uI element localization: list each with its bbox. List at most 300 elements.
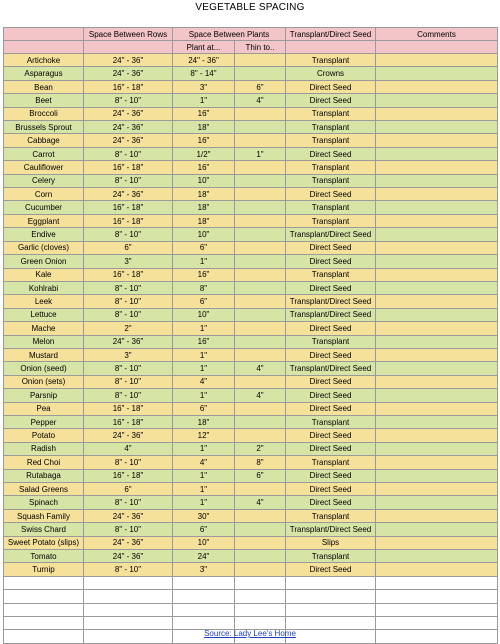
header-comments-sub xyxy=(376,41,498,54)
plant-at-cell: 1" xyxy=(173,496,235,509)
vegetable-cell: Bean xyxy=(4,80,84,93)
vegetable-cell: Kale xyxy=(4,268,84,281)
table-row xyxy=(4,496,498,509)
rows-spacing-cell: 24" - 36" xyxy=(84,335,173,348)
plant-at-cell: 10" xyxy=(173,174,235,187)
comments-cell xyxy=(376,228,498,241)
blank-cell xyxy=(286,576,376,589)
rows-spacing-cell: 8" - 10" xyxy=(84,147,173,160)
rows-spacing-cell: 8" - 10" xyxy=(84,362,173,375)
thin-to-cell: 4" xyxy=(235,389,286,402)
plant-at-cell: 10" xyxy=(173,228,235,241)
rows-spacing-cell: 16" - 18" xyxy=(84,469,173,482)
table-row xyxy=(4,362,498,375)
method-cell: Transplant xyxy=(286,456,376,469)
comments-cell xyxy=(376,429,498,442)
header-row-primary xyxy=(4,28,498,41)
blank-cell xyxy=(376,617,498,630)
method-cell: Transplant xyxy=(286,107,376,120)
comments-cell xyxy=(376,362,498,375)
comments-cell xyxy=(376,134,498,147)
thin-to-cell: 8" xyxy=(235,456,286,469)
comments-cell xyxy=(376,214,498,227)
vegetable-cell: Melon xyxy=(4,335,84,348)
comments-cell xyxy=(376,54,498,67)
rows-spacing-cell: 3" xyxy=(84,348,173,361)
comments-cell xyxy=(376,523,498,536)
method-cell: Transplant xyxy=(286,415,376,428)
plant-at-cell: 4" xyxy=(173,456,235,469)
plant-at-cell: 18" xyxy=(173,415,235,428)
method-cell: Transplant xyxy=(286,201,376,214)
rows-spacing-cell: 24" - 36" xyxy=(84,550,173,563)
plant-at-cell: 18" xyxy=(173,201,235,214)
vegetable-cell: Beet xyxy=(4,94,84,107)
vegetable-cell: Pea xyxy=(4,402,84,415)
rows-spacing-cell: 16" - 18" xyxy=(84,402,173,415)
comments-cell xyxy=(376,268,498,281)
comments-cell xyxy=(376,509,498,522)
table-row xyxy=(4,201,498,214)
thin-to-cell xyxy=(235,54,286,67)
table-row xyxy=(4,415,498,428)
comments-cell xyxy=(376,563,498,576)
vegetable-cell: Mache xyxy=(4,322,84,335)
plant-at-cell: 18" xyxy=(173,188,235,201)
plant-at-cell: 16" xyxy=(173,268,235,281)
blank-cell xyxy=(4,590,84,603)
thin-to-cell: 1" xyxy=(235,147,286,160)
vegetable-cell: Tomato xyxy=(4,550,84,563)
method-cell: Direct Seed xyxy=(286,429,376,442)
header-comments: Comments xyxy=(376,28,498,41)
vegetable-cell: Celery xyxy=(4,174,84,187)
rows-spacing-cell: 8" - 10" xyxy=(84,563,173,576)
table-row xyxy=(4,295,498,308)
method-cell: Transplant xyxy=(286,121,376,134)
rows-spacing-cell: 24" - 36" xyxy=(84,509,173,522)
plant-at-cell: 16" xyxy=(173,161,235,174)
table-row xyxy=(4,188,498,201)
thin-to-cell xyxy=(235,188,286,201)
comments-cell xyxy=(376,147,498,160)
vegetable-cell: Corn xyxy=(4,188,84,201)
plant-at-cell: 1" xyxy=(173,469,235,482)
method-cell: Transplant xyxy=(286,509,376,522)
method-cell: Direct Seed xyxy=(286,469,376,482)
thin-to-cell: 6" xyxy=(235,80,286,93)
vegetable-cell: Spinach xyxy=(4,496,84,509)
plant-at-cell: 1" xyxy=(173,389,235,402)
method-cell: Direct Seed xyxy=(286,563,376,576)
plant-at-cell: 6" xyxy=(173,523,235,536)
method-cell: Transplant/Direct Seed xyxy=(286,308,376,321)
comments-cell xyxy=(376,295,498,308)
table-row xyxy=(4,456,498,469)
table-row xyxy=(4,281,498,294)
blank-cell xyxy=(235,617,286,630)
vegetable-cell: Garlic (cloves) xyxy=(4,241,84,254)
method-cell: Transplant xyxy=(286,134,376,147)
method-cell: Transplant/Direct Seed xyxy=(286,523,376,536)
comments-cell xyxy=(376,201,498,214)
thin-to-cell xyxy=(235,429,286,442)
table-row xyxy=(4,402,498,415)
plant-at-cell: 10" xyxy=(173,536,235,549)
vegetable-cell: Lettuce xyxy=(4,308,84,321)
table-row xyxy=(4,268,498,281)
thin-to-cell xyxy=(235,67,286,80)
vegetable-cell: Turnip xyxy=(4,563,84,576)
rows-spacing-cell: 24" - 36" xyxy=(84,536,173,549)
rows-spacing-cell: 24" - 36" xyxy=(84,121,173,134)
vegetable-cell: Artichoke xyxy=(4,54,84,67)
table-row xyxy=(4,121,498,134)
method-cell: Transplant xyxy=(286,550,376,563)
blank-cell xyxy=(4,603,84,616)
vegetable-spacing-table xyxy=(3,27,498,644)
blank-row xyxy=(4,590,498,603)
method-cell: Transplant/Direct Seed xyxy=(286,228,376,241)
blank-cell xyxy=(84,576,173,589)
rows-spacing-cell: 8" - 10" xyxy=(84,174,173,187)
method-cell: Direct Seed xyxy=(286,281,376,294)
thin-to-cell xyxy=(235,348,286,361)
vegetable-cell: Swiss Chard xyxy=(4,523,84,536)
blank-cell xyxy=(286,603,376,616)
method-cell: Transplant xyxy=(286,174,376,187)
table-row xyxy=(4,54,498,67)
vegetable-cell: Squash Family xyxy=(4,509,84,522)
comments-cell xyxy=(376,402,498,415)
vegetable-cell: Broccoli xyxy=(4,107,84,120)
comments-cell xyxy=(376,161,498,174)
table-row xyxy=(4,228,498,241)
plant-at-cell: 10" xyxy=(173,308,235,321)
plant-at-cell: 6" xyxy=(173,295,235,308)
comments-cell xyxy=(376,94,498,107)
plant-at-cell: 8" xyxy=(173,281,235,294)
header-space-between-rows: Space Between Rows xyxy=(84,28,173,41)
header-thin-to: Thin to.. xyxy=(235,41,286,54)
table-row xyxy=(4,550,498,563)
plant-at-cell: 1" xyxy=(173,255,235,268)
method-cell: Direct Seed xyxy=(286,255,376,268)
vegetable-cell: Salad Greens xyxy=(4,483,84,496)
vegetable-cell: Onion (sets) xyxy=(4,375,84,388)
method-cell: Direct Seed xyxy=(286,483,376,496)
table-row xyxy=(4,483,498,496)
table-row xyxy=(4,335,498,348)
thin-to-cell xyxy=(235,523,286,536)
blank-row xyxy=(4,603,498,616)
header-vegetable-sub xyxy=(4,41,84,54)
rows-spacing-cell: 8" - 10" xyxy=(84,308,173,321)
thin-to-cell xyxy=(235,335,286,348)
thin-to-cell xyxy=(235,295,286,308)
comments-cell xyxy=(376,335,498,348)
vegetable-cell: Onion (seed) xyxy=(4,362,84,375)
comments-cell xyxy=(376,281,498,294)
blank-cell xyxy=(4,576,84,589)
comments-cell xyxy=(376,348,498,361)
comments-cell xyxy=(376,188,498,201)
vegetable-cell: Leek xyxy=(4,295,84,308)
comments-cell xyxy=(376,389,498,402)
method-cell: Direct Seed xyxy=(286,375,376,388)
plant-at-cell: 6" xyxy=(173,402,235,415)
rows-spacing-cell: 24" - 36" xyxy=(84,134,173,147)
comments-cell xyxy=(376,322,498,335)
plant-at-cell: 1" xyxy=(173,362,235,375)
plant-at-cell: 4" xyxy=(173,375,235,388)
table-row xyxy=(4,80,498,93)
blank-cell xyxy=(286,617,376,630)
method-cell: Transplant xyxy=(286,54,376,67)
method-cell: Transplant/Direct Seed xyxy=(286,362,376,375)
vegetable-cell: Sweet Potato (slips) xyxy=(4,536,84,549)
vegetable-cell: Kohlrabi xyxy=(4,281,84,294)
rows-spacing-cell: 16" - 18" xyxy=(84,268,173,281)
vegetable-cell: Brussels Sprout xyxy=(4,121,84,134)
plant-at-cell: 1" xyxy=(173,348,235,361)
plant-at-cell: 1/2" xyxy=(173,147,235,160)
table-row xyxy=(4,375,498,388)
thin-to-cell xyxy=(235,281,286,294)
blank-cell xyxy=(173,603,235,616)
comments-cell xyxy=(376,241,498,254)
comments-cell xyxy=(376,415,498,428)
blank-row xyxy=(4,617,498,630)
rows-spacing-cell: 24" - 36" xyxy=(84,107,173,120)
vegetable-cell: Pepper xyxy=(4,415,84,428)
vegetable-cell: Rutabaga xyxy=(4,469,84,482)
plant-at-cell: 3" xyxy=(173,563,235,576)
method-cell: Transplant xyxy=(286,161,376,174)
plant-at-cell: 3" xyxy=(173,80,235,93)
blank-cell xyxy=(286,590,376,603)
thin-to-cell: 2" xyxy=(235,442,286,455)
header-vegetable xyxy=(4,28,84,41)
thin-to-cell xyxy=(235,550,286,563)
rows-spacing-cell: 6" xyxy=(84,483,173,496)
thin-to-cell xyxy=(235,214,286,227)
vegetable-cell: Green Onion xyxy=(4,255,84,268)
thin-to-cell xyxy=(235,402,286,415)
rows-spacing-cell: 16" - 18" xyxy=(84,214,173,227)
rows-spacing-cell: 16" - 18" xyxy=(84,80,173,93)
comments-cell xyxy=(376,67,498,80)
plant-at-cell: 12" xyxy=(173,429,235,442)
vegetable-cell: Carrot xyxy=(4,147,84,160)
table-row xyxy=(4,161,498,174)
method-cell: Transplant xyxy=(286,268,376,281)
page-title: VEGETABLE SPACING xyxy=(195,2,305,13)
thin-to-cell: 4" xyxy=(235,496,286,509)
header-method-sub xyxy=(286,41,376,54)
vegetable-cell: Cauliflower xyxy=(4,161,84,174)
rows-spacing-cell: 2" xyxy=(84,322,173,335)
header-plant-at: Plant at... xyxy=(173,41,235,54)
blank-cell xyxy=(4,617,84,630)
method-cell: Direct Seed xyxy=(286,188,376,201)
table-row xyxy=(4,429,498,442)
thin-to-cell: 6" xyxy=(235,469,286,482)
comments-cell xyxy=(376,80,498,93)
blank-cell xyxy=(235,576,286,589)
method-cell: Transplant xyxy=(286,335,376,348)
method-cell: Direct Seed xyxy=(286,147,376,160)
table-row xyxy=(4,94,498,107)
rows-spacing-cell: 8" - 10" xyxy=(84,94,173,107)
plant-at-cell: 18" xyxy=(173,214,235,227)
rows-spacing-cell: 8" - 10" xyxy=(84,228,173,241)
table-row xyxy=(4,308,498,321)
method-cell: Direct Seed xyxy=(286,241,376,254)
blank-cell xyxy=(376,590,498,603)
plant-at-cell: 6" xyxy=(173,241,235,254)
table-row xyxy=(4,509,498,522)
plant-at-cell: 16" xyxy=(173,335,235,348)
rows-spacing-cell: 8" - 10" xyxy=(84,295,173,308)
method-cell: Direct Seed xyxy=(286,322,376,335)
table-row xyxy=(4,523,498,536)
vegetable-cell: Cucumber xyxy=(4,201,84,214)
blank-cell xyxy=(235,590,286,603)
table-row xyxy=(4,389,498,402)
method-cell: Direct Seed xyxy=(286,94,376,107)
thin-to-cell xyxy=(235,201,286,214)
rows-spacing-cell: 8" - 10" xyxy=(84,375,173,388)
table-row xyxy=(4,563,498,576)
method-cell: Direct Seed xyxy=(286,496,376,509)
plant-at-cell: 30" xyxy=(173,509,235,522)
method-cell: Transplant/Direct Seed xyxy=(286,295,376,308)
thin-to-cell xyxy=(235,107,286,120)
comments-cell xyxy=(376,469,498,482)
table-row xyxy=(4,241,498,254)
thin-to-cell xyxy=(235,483,286,496)
vegetable-cell: Asparagus xyxy=(4,67,84,80)
thin-to-cell xyxy=(235,268,286,281)
vegetable-cell: Mustard xyxy=(4,348,84,361)
plant-at-cell: 16" xyxy=(173,107,235,120)
table-row xyxy=(4,322,498,335)
plant-at-cell: 1" xyxy=(173,483,235,496)
comments-cell xyxy=(376,496,498,509)
comments-cell xyxy=(376,536,498,549)
method-cell: Direct Seed xyxy=(286,389,376,402)
method-cell: Direct Seed xyxy=(286,402,376,415)
blank-cell xyxy=(173,617,235,630)
rows-spacing-cell: 3" xyxy=(84,255,173,268)
thin-to-cell xyxy=(235,322,286,335)
comments-cell xyxy=(376,375,498,388)
rows-spacing-cell: 8" - 10" xyxy=(84,389,173,402)
comments-cell xyxy=(376,456,498,469)
table-row xyxy=(4,255,498,268)
table-row xyxy=(4,67,498,80)
rows-spacing-cell: 6" xyxy=(84,241,173,254)
header-rows-sub xyxy=(84,41,173,54)
rows-spacing-cell: 24" - 36" xyxy=(84,54,173,67)
table-row xyxy=(4,134,498,147)
plant-at-cell: 18" xyxy=(173,121,235,134)
thin-to-cell xyxy=(235,375,286,388)
method-cell: Direct Seed xyxy=(286,80,376,93)
rows-spacing-cell: 8" - 10" xyxy=(84,456,173,469)
thin-to-cell xyxy=(235,563,286,576)
thin-to-cell xyxy=(235,308,286,321)
vegetable-cell: Parsnip xyxy=(4,389,84,402)
rows-spacing-cell: 8" - 10" xyxy=(84,523,173,536)
table-row xyxy=(4,442,498,455)
thin-to-cell xyxy=(235,509,286,522)
comments-cell xyxy=(376,483,498,496)
blank-row xyxy=(4,576,498,589)
method-cell: Slips xyxy=(286,536,376,549)
thin-to-cell xyxy=(235,121,286,134)
table-row xyxy=(4,107,498,120)
blank-cell xyxy=(235,603,286,616)
rows-spacing-cell: 24" - 36" xyxy=(84,188,173,201)
blank-cell xyxy=(376,576,498,589)
header-method: Transplant/Direct Seed xyxy=(286,28,376,41)
comments-cell xyxy=(376,442,498,455)
header-space-between-plants: Space Between Plants xyxy=(173,28,286,41)
comments-cell xyxy=(376,255,498,268)
rows-spacing-cell: 16" - 18" xyxy=(84,415,173,428)
source-link[interactable]: Source: Lady Lee's Home xyxy=(204,629,296,638)
plant-at-cell: 24" - 36" xyxy=(173,54,235,67)
rows-spacing-cell: 16" - 18" xyxy=(84,201,173,214)
plant-at-cell: 8" - 14" xyxy=(173,67,235,80)
plant-at-cell: 1" xyxy=(173,442,235,455)
thin-to-cell: 4" xyxy=(235,94,286,107)
blank-cell xyxy=(376,603,498,616)
table-row xyxy=(4,147,498,160)
blank-cell xyxy=(84,603,173,616)
rows-spacing-cell: 4" xyxy=(84,442,173,455)
thin-to-cell xyxy=(235,241,286,254)
rows-spacing-cell: 16" - 18" xyxy=(84,161,173,174)
rows-spacing-cell: 8" - 10" xyxy=(84,496,173,509)
thin-to-cell xyxy=(235,161,286,174)
thin-to-cell xyxy=(235,255,286,268)
rows-spacing-cell: 24" - 36" xyxy=(84,429,173,442)
blank-cell xyxy=(173,576,235,589)
vegetable-cell: Eggplant xyxy=(4,214,84,227)
plant-at-cell: 1" xyxy=(173,94,235,107)
thin-to-cell xyxy=(235,415,286,428)
vegetable-cell: Endive xyxy=(4,228,84,241)
blank-cell xyxy=(84,617,173,630)
thin-to-cell: 4" xyxy=(235,362,286,375)
rows-spacing-cell: 8" - 10" xyxy=(84,281,173,294)
comments-cell xyxy=(376,121,498,134)
plant-at-cell: 1" xyxy=(173,322,235,335)
table-row xyxy=(4,536,498,549)
comments-cell xyxy=(376,107,498,120)
vegetable-cell: Red Choi xyxy=(4,456,84,469)
table-row xyxy=(4,174,498,187)
rows-spacing-cell: 24" - 36" xyxy=(84,67,173,80)
thin-to-cell xyxy=(235,174,286,187)
blank-cell xyxy=(173,590,235,603)
vegetable-cell: Cabbage xyxy=(4,134,84,147)
table-row xyxy=(4,214,498,227)
plant-at-cell: 16" xyxy=(173,134,235,147)
